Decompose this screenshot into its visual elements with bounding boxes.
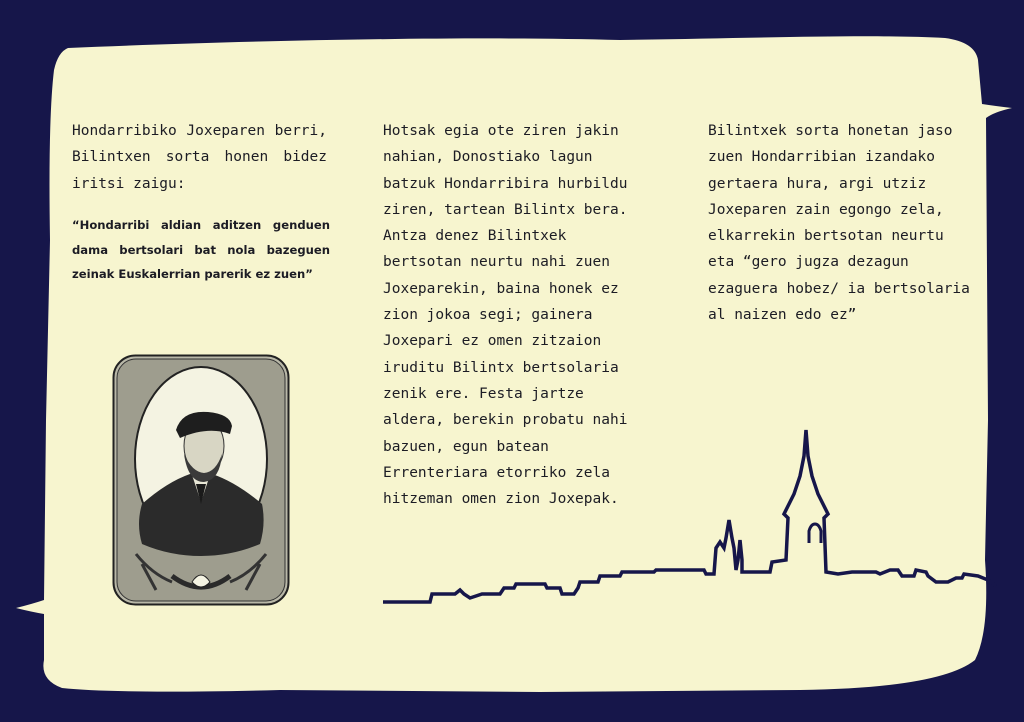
quote-paragraph: “Hondarribi aldian aditzen genduen dama bertsolari bat nola bazeguen zeinak Euskalerrian parerik ez zuen” — [72, 218, 330, 281]
church-window — [809, 524, 821, 543]
middle-paragraph: Hotsak egia ote ziren jakin nahian, Donostiako lagun batzuk Hondarribira hurbildu ziren, tartean Bilintx bera. Antza denez Bilintxek bertsotan neurtu nahi zuen Joxeparekin, baina honek ez zion jokoa segi; gainera Joxepari ez omen zitzaion iruditu Bilintx bertsolaria zenik ere. Festa jartze aldera, berekin probatu nahi bazuen, egun batean Errenteriara etorriko zela hitzeman omen zion Joxepak. — [383, 123, 628, 508]
skyline-line — [383, 430, 996, 602]
intro-paragraph: Hondarribiko Joxeparen berri, Bilintxen sorta honen bidez iritsi zaigu: — [72, 123, 327, 192]
right-paragraph: Bilintxek sorta honetan jaso zuen Hondarribian izandako gertaera hura, argi utziz Joxeparen zain egongo zela, elkarrekin bertsotan neurtu eta “gero jugza dezagun ezaguera hobez/ ia bertsolaria al naizen edo ez” — [708, 123, 970, 324]
